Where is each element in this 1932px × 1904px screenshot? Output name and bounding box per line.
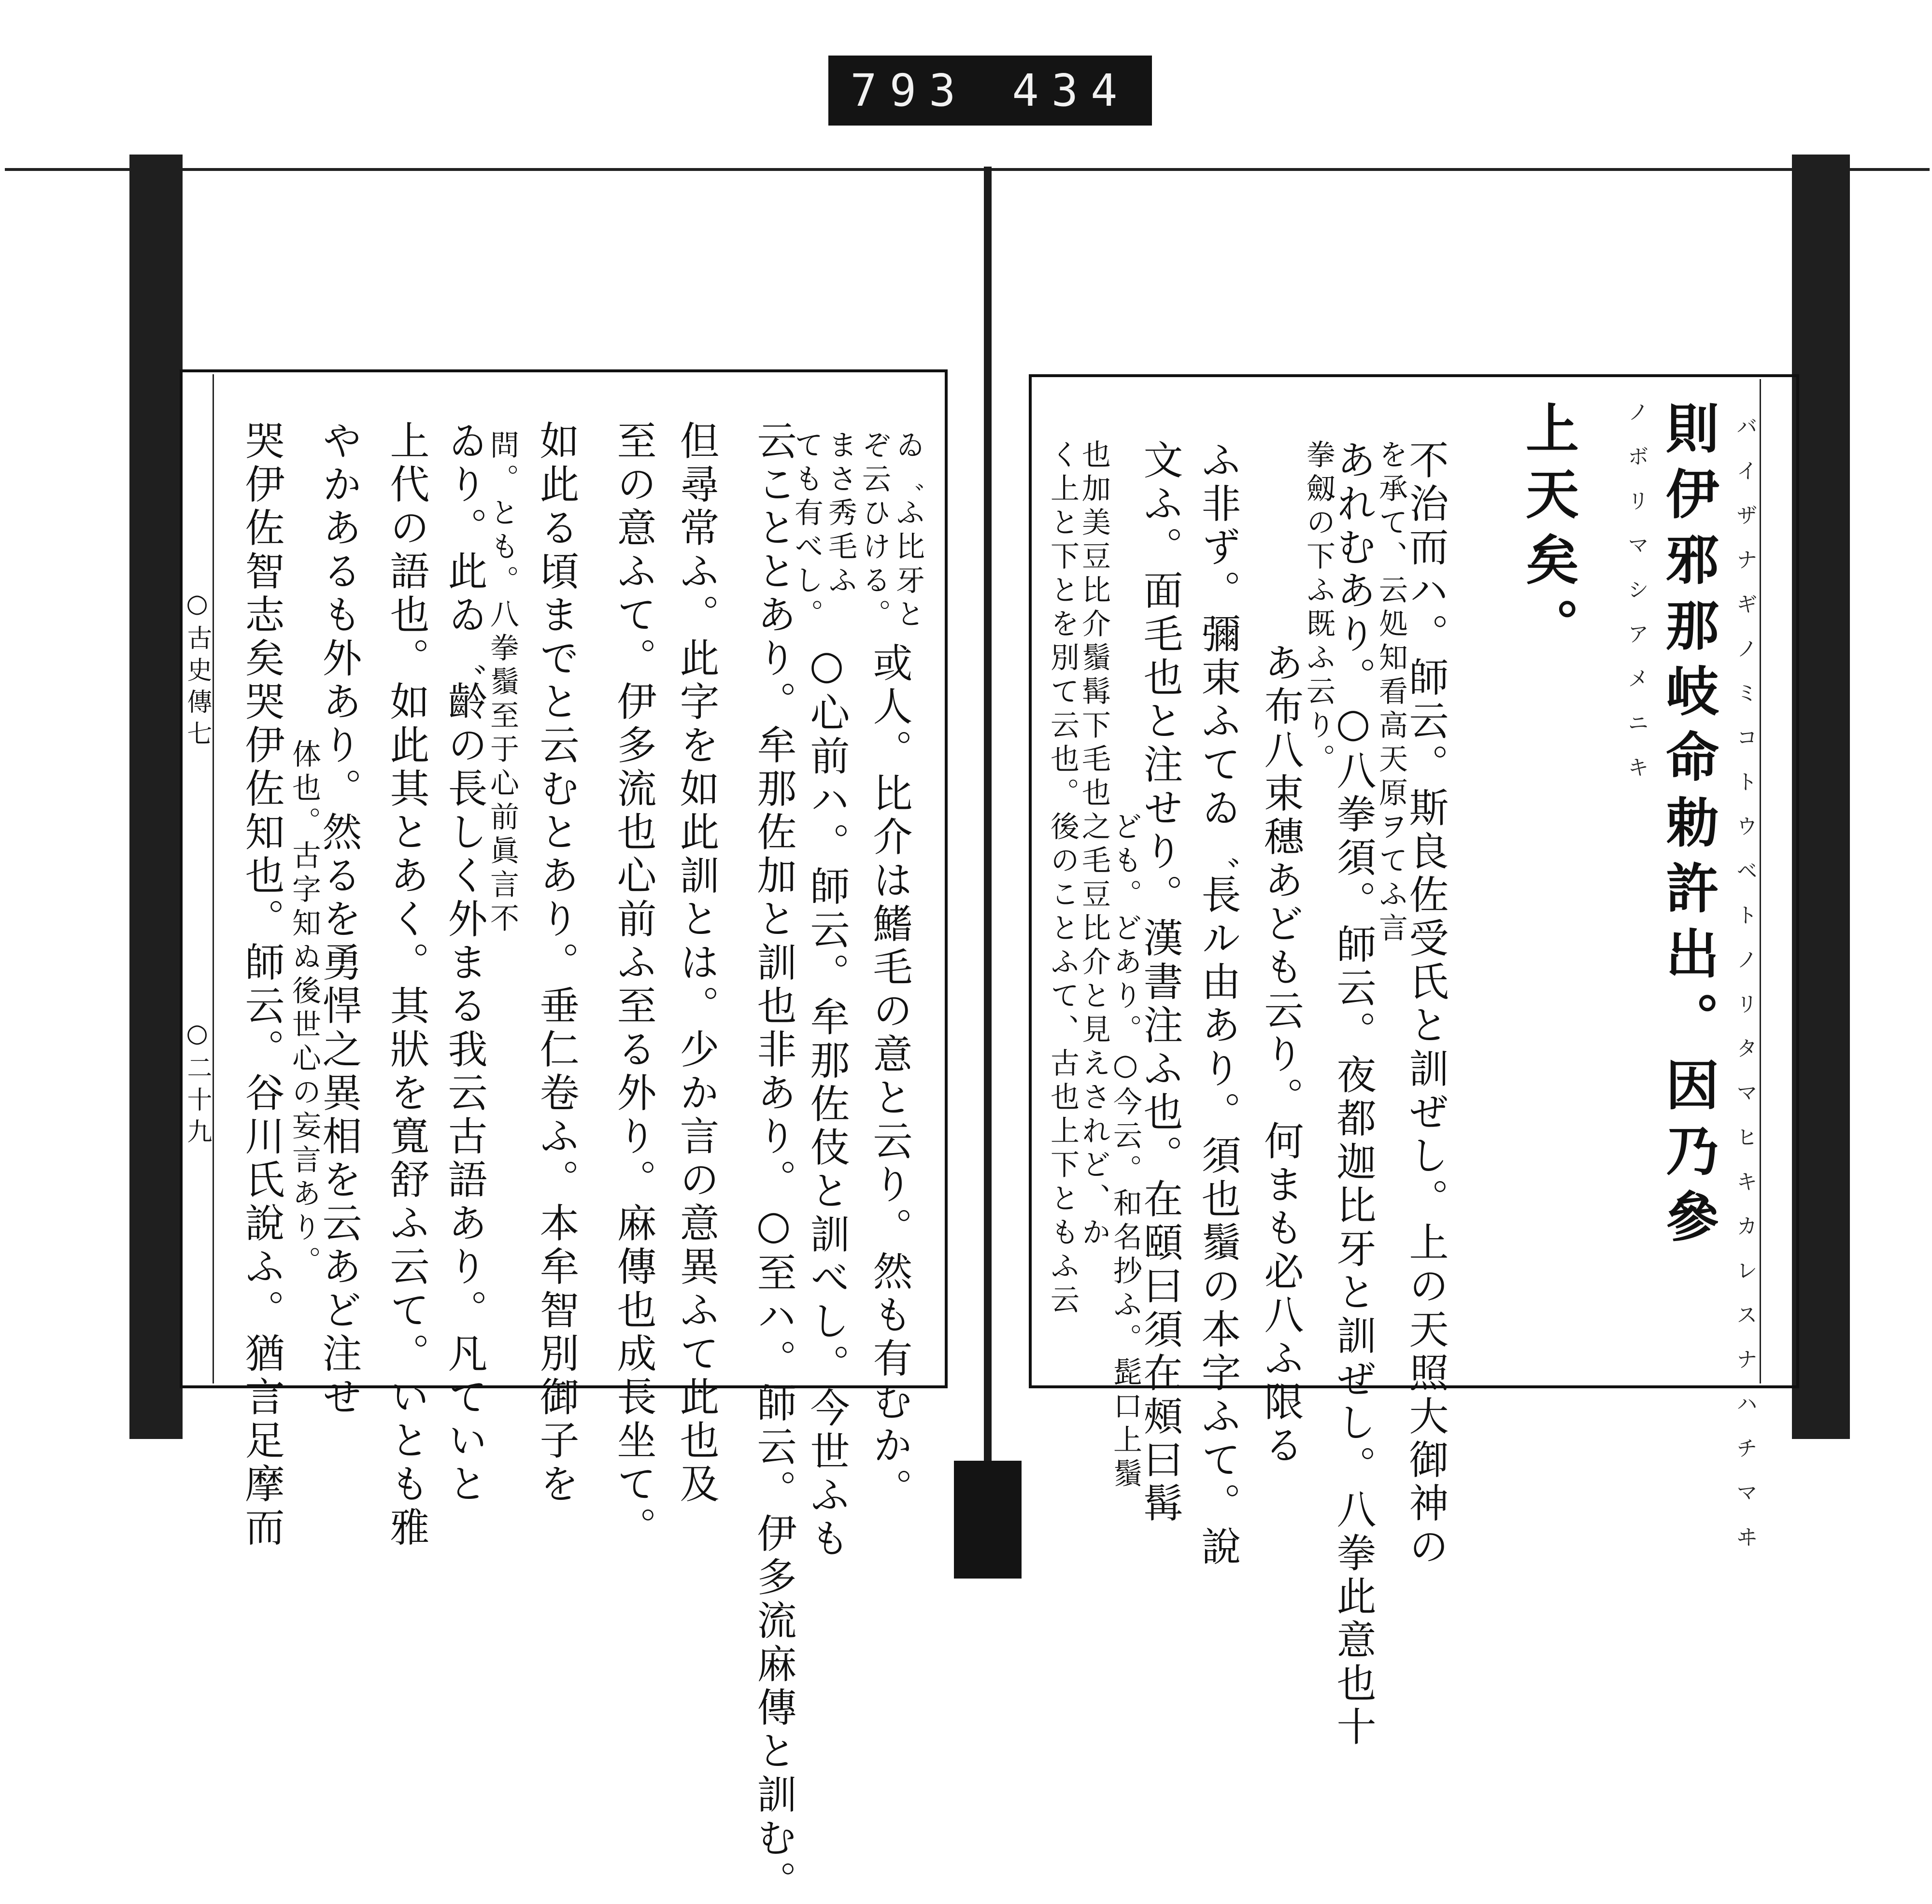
right-col-5: あ布八束穗あども云り。何まも必八ふ限る: [1258, 642, 1304, 1468]
top-rule: [5, 168, 1930, 171]
heading-1: 則伊邪那岐命勅許出。因乃參: [1657, 401, 1719, 1255]
gutter-clamp: [954, 1461, 1022, 1579]
left-col-7: 云こととあり。牟那佐加と訓也非あり。○至ハ。師云。伊多流麻傳と訓む。: [751, 420, 796, 1904]
right-col-9: 也加美豆比介鬚髯下毛也之毛豆比介と見えされど、か: [1077, 439, 1111, 1251]
right-col-7: 文ふ。面毛也と注せり。漢書注ふ也。在頤曰須在頰曰髯: [1137, 439, 1183, 1526]
right-margin-rule: [1760, 379, 1761, 1383]
right-col-4: 拳劔の下ふ既ふ云り。: [1302, 439, 1335, 777]
right-col-1: 不治而ハ。師云。斯良佐受氏と訓ぜし。上の天照大御神の: [1403, 439, 1449, 1569]
left-col-2: ぞ云ひける。: [857, 430, 891, 633]
left-margin-rule: [213, 374, 214, 1383]
left-col-6: ○心前ハ。師云。牟那佐伎と訓べし。今世ふも: [804, 642, 850, 1561]
right-col-10: く上と下とを別て云也。後のことふて、古也上下ともふ云: [1046, 439, 1080, 1318]
heading-2: 上天矣。: [1517, 401, 1579, 663]
right-binding-strip: [1792, 155, 1850, 1439]
catalog-number-left: 793: [850, 65, 968, 116]
heading-2-ruby: ノボリマシアメニキ: [1624, 401, 1648, 801]
left-col-12: ゐり。此ゐ゛齡の長しく外まる我云古語あり。凡ていと: [441, 420, 487, 1507]
left-col-11: 問。とも。八拳鬚至于心前眞言不: [485, 430, 519, 937]
heading-1-ruby: バイザナギノミコトウベトノリタマヒキカレスナハチマヰ: [1733, 415, 1757, 1570]
catalog-label: [828, 56, 1152, 126]
left-col-4: ても有べし。: [790, 430, 824, 633]
left-col-14: やかあるも外あり。然るを勇悍之異相を云あど注せ: [316, 420, 362, 1420]
right-col-8: ども。どあり。○今云。和名抄ふ。髭口上鬚: [1108, 811, 1142, 1492]
left-col-16: 哭伊佐智志矣哭伊佐知也。師云。谷川氏說ふ。猶言足摩而: [239, 420, 284, 1550]
left-col-3: まさ秀毛ふ: [824, 430, 857, 599]
margin-title: ○古史傳七: [183, 589, 212, 752]
left-col-5: 或人。比介は鰭毛の意と云り。然も有むか。: [867, 642, 912, 1511]
right-col-3: あれむあり。○八拳須。師云。夜都迦比牙と訓ぜし。八拳此意也十: [1330, 439, 1376, 1749]
left-col-13: 上代の語也。如此其とあく。其狀を寬舒ふ云て。いとも雅: [384, 420, 429, 1550]
center-gutter: [984, 167, 992, 1470]
left-col-10: 如此る頃までと云むとあり。垂仁卷ふ。本牟智別御子を: [533, 420, 579, 1507]
left-col-9: 至の意ふて。伊多流也心前ふ至る外り。麻傳也成長坐て。: [611, 420, 656, 1550]
margin-page-number: ○二十九: [183, 1019, 212, 1150]
catalog-number-right: 434: [1012, 65, 1130, 116]
left-col-1: ゐ゛ふ比牙と: [891, 430, 925, 633]
right-col-2: を承て、云処知看高天原ヲてふ言: [1374, 439, 1408, 946]
left-col-15: 体也。古字知ぬ後世心の妄言あり。: [287, 739, 321, 1280]
left-col-8: 但尋常ふ。此字を如此訓とは。少か言の意異ふて此也及: [673, 420, 719, 1507]
left-binding-strip: [129, 155, 183, 1439]
right-col-6: ふ非ず。彌束ふてゐ゛長ル由あり。須也鬚の本字ふて。說: [1195, 439, 1241, 1569]
